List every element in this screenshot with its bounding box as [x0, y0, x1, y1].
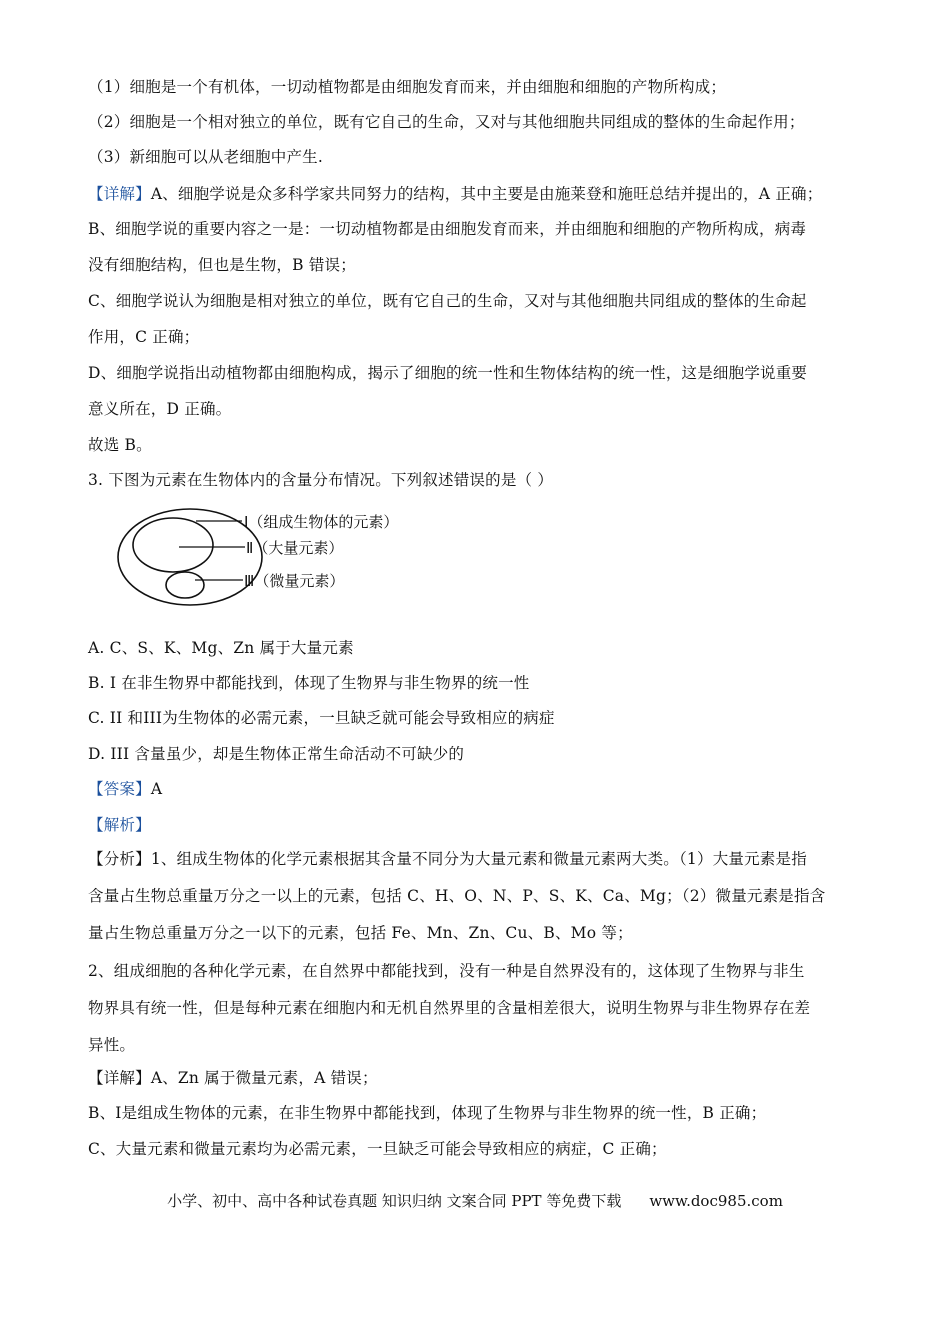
text-line: 作用，C 正确；: [88, 328, 200, 346]
option-c: C. II 和III为生物体的必需元素，一旦缺乏就可能会导致相应的病症: [88, 709, 555, 727]
option-d: D. III 含量虽少，却是生物体正常生命活动不可缺少的: [88, 745, 465, 763]
detail-tag: 【详解】: [88, 1069, 151, 1087]
text-line: D、细胞学说指出动植物都由细胞构成，揭示了细胞的统一性和生物体结构的统一性，这是细胞学说重要: [88, 364, 808, 382]
detail-text: A、Zn 属于微量元素，A 错误；: [150, 1069, 378, 1087]
element-distribution-diagram: [108, 505, 399, 609]
text-line: 异性。: [88, 1036, 136, 1054]
text-line: 故选 B。: [88, 436, 152, 454]
label-ii: Ⅱ（大量元素）: [246, 539, 344, 557]
text-line: （2）细胞是一个相对独立的单位，既有它自己的生命，又对与其他细胞共同组成的整体的生命起作用；: [88, 113, 805, 131]
analysis-tag: 【解析】: [88, 816, 151, 834]
ellipse-ii: [133, 518, 213, 572]
text-line: C、大量元素和微量元素均为必需元素，一旦缺乏可能会导致相应的病症，C 正确；: [88, 1140, 667, 1158]
text-line: B、细胞学说的重要内容之一是：一切动植物都是由细胞发育而来，并由细胞和细胞的产物所构成，病毒: [88, 220, 807, 238]
outer-ellipse-i: [118, 509, 262, 605]
option-a: A. C、S、K、Mg、Zn 属于大量元素: [88, 639, 354, 657]
fenxi-tag: 【分析】: [88, 850, 151, 868]
analysis-line: [88, 814, 868, 836]
question-stem: 3. 下图为元素在生物体内的含量分布情况。下列叙述错误的是（ ）: [88, 471, 554, 489]
text-line: （3）新细胞可以从老细胞中产生.: [88, 148, 323, 166]
page-footer: [0, 1190, 950, 1212]
text-line: 没有细胞结构，但也是生物，B 错误；: [88, 256, 356, 274]
label-iii: Ⅲ（微量元素）: [244, 572, 345, 590]
footer-url-link[interactable]: www.doc985.com: [649, 1192, 783, 1210]
detail-paragraph-line: [88, 1067, 868, 1089]
text-line: 量占生物总重量万分之一以下的元素，包括 Fe、Mn、Zn、Cu、B、Mo 等；: [88, 924, 633, 942]
fenxi-text: 1、组成生物体的化学元素根据其含量不同分为大量元素和微量元素两大类。（1）大量元素是指: [150, 850, 807, 868]
detail-text: A、细胞学说是众多科学家共同努力的结构，其中主要是由施莱登和施旺总结并提出的，A 正确；: [150, 185, 823, 203]
footer-text: 小学、初中、高中各种试卷真题 知识归纳 文案合同 PPT 等免费下载: [167, 1192, 622, 1210]
text-line: 含量占生物总重量万分之一以上的元素，包括 C、H、O、N、P、S、K、Ca、Mg；（2）微量元素是指含: [88, 887, 826, 905]
answer-line: [88, 778, 868, 800]
text-line: （1）细胞是一个有机体，一切动植物都是由细胞发育而来，并由细胞和细胞的产物所构成；: [88, 78, 727, 96]
option-b: B. I 在非生物界中都能找到，体现了生物界与非生物界的统一性: [88, 674, 530, 692]
text-line: 物界具有统一性，但是每种元素在细胞内和无机自然界里的含量相差很大，说明生物界与非生物界存在差: [88, 999, 811, 1017]
analysis-paragraph-line: [88, 848, 868, 870]
detail-paragraph-line: [88, 183, 868, 205]
answer-value: A: [150, 780, 163, 798]
text-line: 意义所在，D 正确。: [88, 400, 232, 418]
answer-tag: 【答案】: [88, 780, 151, 798]
ellipse-iii: [166, 572, 204, 598]
label-i: Ⅰ（组成生物体的元素）: [244, 513, 399, 531]
detail-tag: 【详解】: [88, 185, 151, 203]
text-line: B、Ⅰ是组成生物体的元素，在非生物界中都能找到，体现了生物界与非生物界的统一性，B 正确；: [88, 1104, 767, 1122]
text-line: C、细胞学说认为细胞是相对独立的单位，既有它自己的生命，又对与其他细胞共同组成的整体的生命起: [88, 292, 807, 310]
text-line: 2、组成细胞的各种化学元素，在自然界中都能找到，没有一种是自然界没有的，这体现了生物界与非生: [88, 962, 805, 980]
